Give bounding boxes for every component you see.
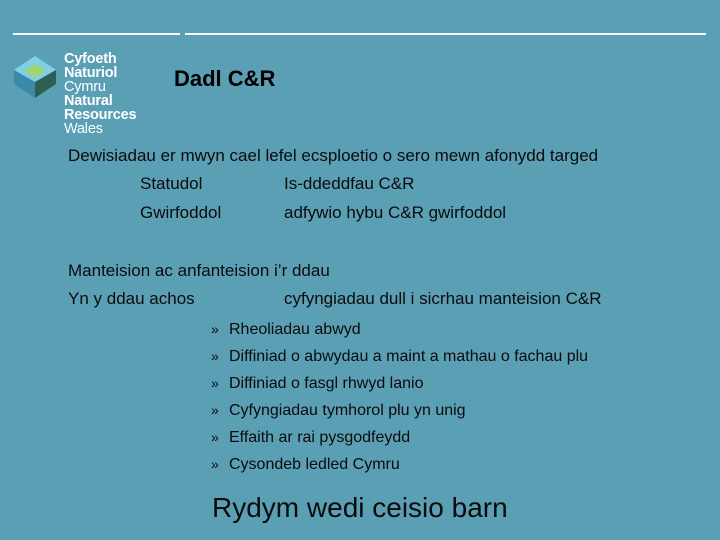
list-item-text: Cyfyngiadau tymhorol plu yn unig: [229, 402, 466, 419]
list-item: [211, 316, 588, 343]
option-label-voluntary: Gwirfoddol: [140, 203, 222, 222]
nrw-logo-icon: [12, 54, 58, 100]
logo-line: Natural: [64, 93, 113, 109]
list-item: [211, 370, 588, 397]
top-rule-right: [185, 33, 706, 35]
list-item: [211, 397, 588, 424]
list-item: [211, 451, 588, 478]
bullet-marker: »: [211, 375, 219, 391]
list-item-text: Diffiniad o fasgl rhwyd lanio: [229, 375, 424, 392]
slide-title: Dadl C&R: [174, 66, 276, 91]
list-item-text: Cysondeb ledled Cymru: [229, 456, 400, 473]
logo-line: Cyfoeth: [64, 51, 117, 67]
list-item-text: Rheoliadau abwyd: [229, 321, 361, 338]
top-rule-left: [13, 33, 180, 35]
footer-text: Rydym wedi ceisio barn: [212, 492, 508, 523]
logo-line: Resources: [64, 107, 137, 123]
nrw-logo: [12, 52, 162, 142]
list-item: [211, 343, 588, 370]
bullet-marker: »: [211, 348, 219, 364]
option-value-voluntary: adfywio hybu C&R gwirfoddol: [284, 203, 507, 222]
logo-line: Wales: [64, 121, 103, 137]
bullet-marker: »: [211, 402, 219, 418]
bullet-marker: »: [211, 321, 219, 337]
logo-line: Naturiol: [64, 65, 118, 81]
bullet-marker: »: [211, 429, 219, 445]
logo-text: [64, 52, 136, 136]
bullet-marker: »: [211, 456, 219, 472]
option-label-statutory: Statudol: [140, 174, 203, 193]
logo-line: Cymru: [64, 79, 106, 95]
pros-cons-heading: Manteision ac anfanteision i’r ddau: [68, 261, 330, 280]
list-item-text: Effaith ar rai pysgodfeydd: [229, 429, 411, 446]
both-cases-label: Yn y ddau achos: [68, 289, 195, 308]
list-item: [211, 424, 588, 451]
both-cases-value: cyfyngiadau dull i sicrhau manteision C&R: [284, 289, 602, 308]
restrictions-list: [211, 316, 588, 478]
option-value-statutory: Is-ddeddfau C&R: [284, 174, 415, 193]
intro-text: Dewisiadau er mwyn cael lefel ecsploetio o sero mewn afonydd targed: [68, 146, 599, 165]
list-item-text: Diffiniad o abwydau a maint a mathau o fachau plu: [229, 348, 589, 365]
